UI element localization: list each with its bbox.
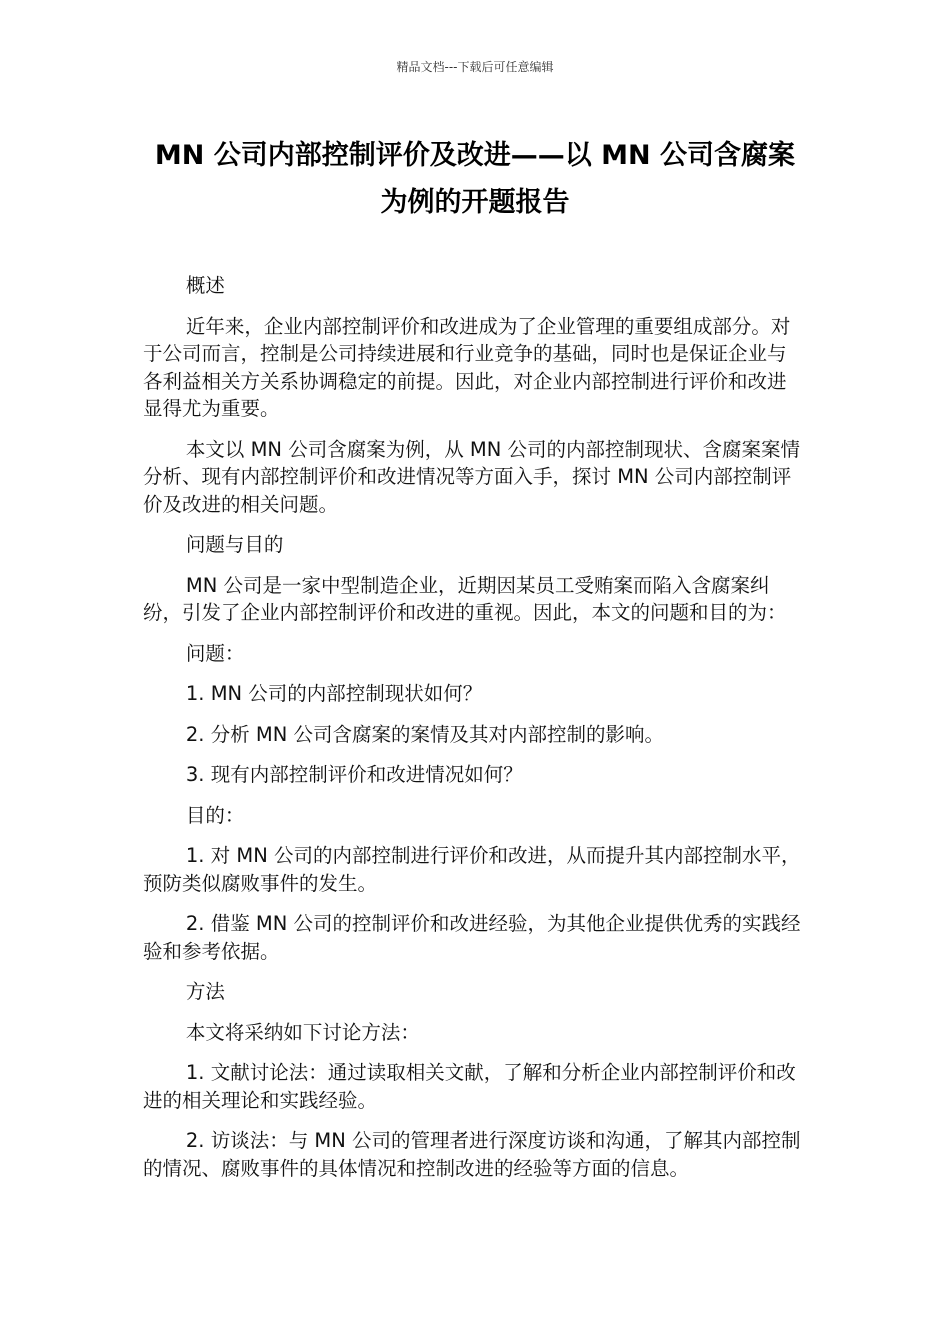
list-item: 1. 对 MN 公司的内部控制进行评价和改进，从而提升其内部控制水平，预防类似腐败事件的发生。 — [143, 844, 801, 895]
paragraph: 本文将采纳如下讨论方法： — [185, 1020, 420, 1044]
title-line-1: MN 公司内部控制评价及改进——以 MN 公司含腐案 — [154, 140, 796, 171]
header-note: 精品文档---下载后可任意编辑 — [396, 60, 554, 74]
document-body — [143, 272, 803, 1195]
paragraph: 近年来，企业内部控制评价和改进成为了企业管理的重要组成部分。对于公司而言，控制是公司持续进展和行业竞争的基础，同时也是保证企业与各利益相关方关系协调稳定的前提。因此，对企业内部控制进行评价和改进显得尤为重要。 — [143, 314, 791, 420]
section-heading-problem-purpose: 问题与目的 — [185, 533, 284, 556]
list-item: 1. MN 公司的内部控制现状如何？ — [185, 682, 483, 705]
subheading-goals: 目的： — [185, 803, 245, 827]
list-item: 3. 现有内部控制评价和改进情况如何？ — [185, 763, 523, 786]
paragraph: MN 公司是一家中型制造企业，近期因某员工受贿案而陷入含腐案纠纷，引发了企业内部控制评价和改进的重视。因此，本文的问题和目的为： — [143, 573, 787, 624]
list-item: 1. 文献讨论法：通过读取相关文献，了解和分析企业内部控制评价和改进的相关理论和实践经验。 — [143, 1061, 796, 1112]
title-line-2: 为例的开题报告 — [380, 187, 570, 218]
subheading-questions: 问题： — [185, 641, 245, 665]
section-heading-overview: 概述 — [185, 274, 225, 297]
list-item: 2. 访谈法：与 MN 公司的管理者进行深度访谈和沟通，了解其内部控制的情况、腐败事件的具体情况和控制改进的经验等方面的信息。 — [143, 1129, 801, 1180]
list-item: 2. 分析 MN 公司含腐案的案情及其对内部控制的影响。 — [185, 722, 665, 746]
list-item: 2. 借鉴 MN 公司的控制评价和改进经验，为其他企业提供优秀的实践经验和参考依据。 — [143, 912, 801, 963]
paragraph: 本文以 MN 公司含腐案为例，从 MN 公司的内部控制现状、含腐案案情分析、现有内部控制评价和改进情况等方面入手，探讨 MN 公司内部控制评价及改进的相关问题。 — [143, 437, 801, 516]
document-title — [120, 132, 830, 226]
section-heading-methods: 方法 — [185, 980, 225, 1003]
